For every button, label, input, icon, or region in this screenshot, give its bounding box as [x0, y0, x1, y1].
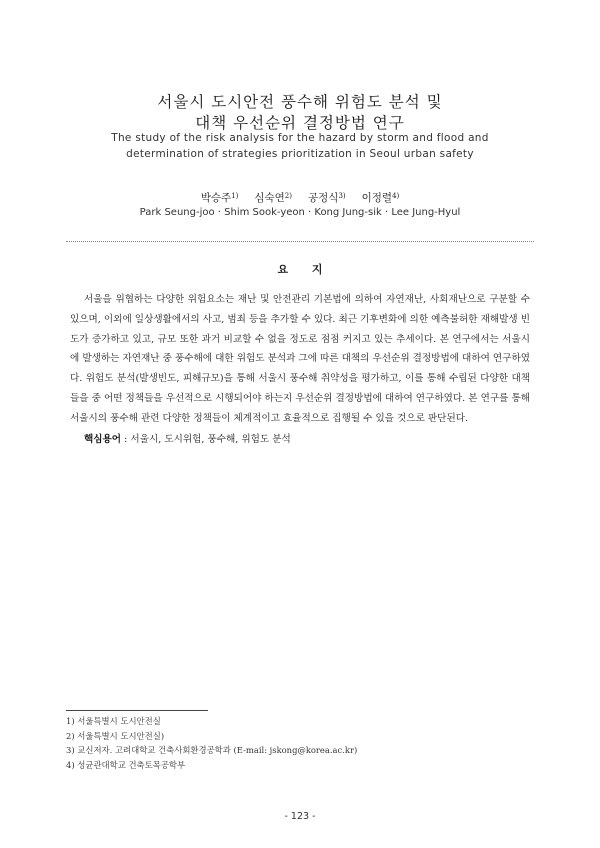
paper-title-line1: 서울시 도시안전 풍수해 위험도 분석 및 — [157, 93, 443, 111]
keywords-label: 핵심용어 — [84, 434, 122, 445]
author-name: 박승주 — [200, 192, 232, 204]
footnote: 1) 서울특별시 도시안전실 — [66, 716, 161, 726]
section-divider — [66, 241, 534, 242]
footnote: 4) 성균관대학교 건축토목공학부 — [66, 759, 186, 770]
author-mark: 1) — [231, 192, 239, 200]
author-name: 심숙연 — [254, 192, 285, 204]
paper-title-en-line2: determination of strategies prioritization in Seoul urban safety — [126, 148, 474, 160]
author-mark: 2) — [284, 192, 292, 200]
author-mark: 3) — [338, 192, 346, 200]
footnote: 3) 교신저자. 고려대학교 건축사회환경공학과 (E-mail: jskong@korea.ac.kr) — [66, 745, 358, 755]
paper-title-en-line1: The study of the risk analysis for the hazard by storm and flood and — [111, 132, 489, 144]
keywords-separator: : — [121, 434, 131, 445]
author-mark: 4) — [392, 192, 400, 200]
abstract-text: 서울을 위협하는 다양한 위험요소는 재난 및 안전관리 기본법에 의하여 자연재난, 사회재난으로 구분할 수 있으며, 이외에 일상생활에서의 사고, 범죄 등을 추가할 수 있다. 최근 기후변화에 의한 예측불허한 재해발생 빈도가 증가하고 있고, 규모 또한 과거 비교할 수 없을 정도로 점점 커지고 있는 추세이다. 본 연구에서는 서울시에 발생하는 자연재난 중 풍수해에 대한 위험도 분석과 그에 따른 대책의 우선순위 결정방법에 대하여 연구하였다. 위험도 분석(발생빈도, 피해규모)을 통해 서울시 풍수해 취약성을 평가하고, 이를 통해 수립된 다양한 대책들을 중 어떤 정책들을 우선적으로 시행되어야 하는지 우선순위 결정방법에 대하여 연구하였다. 본 연구를 통해 서울시의 풍수해 관련 다양한 정책들이 체계적이고 효율적으로 집행될 수 있을 것으로 판단된다. — [70, 294, 530, 424]
author-list-en: Park Seung-joo · Shim Sook-yeon · Kong Jung-sik · Lee Jung-Hyul — [139, 207, 461, 218]
page-number: - 123 - — [284, 811, 316, 822]
keywords-value: 서울시, 도시위험, 풍수해, 위험도 분석 — [130, 434, 291, 445]
footnote-rule — [66, 710, 208, 711]
keywords — [84, 431, 291, 445]
footnotes — [66, 714, 357, 772]
author-list — [0, 190, 600, 205]
paper-title-line2: 대책 우선순위 결정방법 연구 — [195, 114, 405, 132]
abstract-heading: 요 지 — [277, 263, 333, 276]
author-name: 이정렬 — [361, 192, 393, 204]
author-name: 공정식 — [308, 192, 339, 204]
footnote: 2) 서울특별시 도시안전실) — [66, 730, 165, 741]
